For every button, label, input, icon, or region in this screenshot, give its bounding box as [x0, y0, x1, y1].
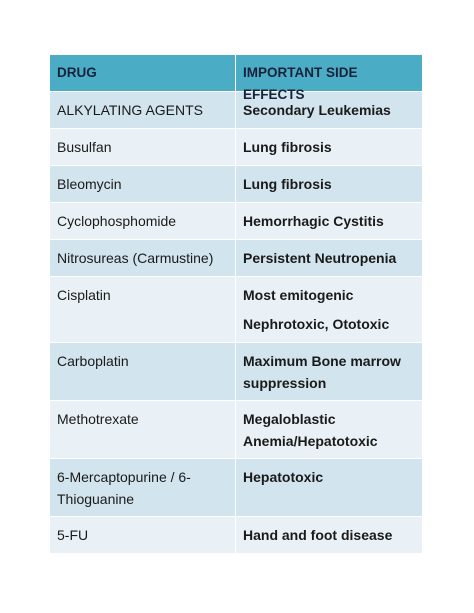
table-row: [50, 166, 422, 203]
side-effect-line: Anemia/Hepatotoxic: [243, 433, 378, 449]
side-effect-cell: [236, 401, 422, 458]
header-side-effects: IMPORTANT SIDE EFFECTS: [243, 65, 358, 102]
drug-cell: Methotrexate: [50, 401, 236, 458]
side-effect-line: Megaloblastic: [243, 411, 336, 427]
drug-line: 6-Mercaptopurine / 6-: [57, 469, 191, 485]
table-row: [50, 401, 422, 459]
side-effects-table: [50, 55, 422, 554]
table-row: [50, 240, 422, 277]
side-effect-line: Nephrotoxic, Ototoxic: [243, 316, 390, 332]
drug-cell: 5-FU: [50, 517, 236, 553]
side-effect-cell: Secondary Leukemias: [243, 102, 391, 118]
side-effect-cell: Hemorrhagic Cystitis: [243, 213, 384, 229]
drug-cell: Cisplatin: [50, 277, 236, 342]
table-row: [50, 343, 422, 401]
side-effect-cell: Lung fibrosis: [243, 176, 332, 192]
side-effect-line: Most emitogenic: [243, 287, 354, 303]
drug-cell: Carboplatin: [50, 343, 236, 400]
table-header-row: [50, 55, 422, 102]
drug-cell: Nitrosureas (Carmustine): [50, 240, 236, 276]
side-effect-cell: [236, 277, 422, 342]
drug-cell: Busulfan: [50, 129, 236, 165]
side-effect-line: suppression: [243, 375, 327, 391]
side-effect-line: Maximum Bone marrow: [243, 353, 401, 369]
side-effect-cell: Hand and foot disease: [243, 527, 393, 543]
drug-cell: Cyclophosphomide: [50, 203, 236, 239]
table-row: [50, 517, 422, 554]
side-effect-cell: Persistent Neutropenia: [243, 250, 397, 266]
drug-line: Thioguanine: [57, 491, 135, 507]
header-drug: DRUG: [50, 55, 236, 91]
line-gap: [243, 306, 416, 313]
table-row: [50, 277, 422, 343]
side-effect-cell: Lung fibrosis: [243, 139, 332, 155]
table-row: [50, 92, 422, 129]
drug-cell: ALKYLATING AGENTS: [50, 92, 236, 128]
side-effect-cell: Hepatotoxic: [243, 469, 324, 485]
drug-cell: Bleomycin: [50, 166, 236, 202]
table-row: [50, 459, 422, 517]
table-row: [50, 203, 422, 240]
side-effect-cell: [236, 343, 422, 400]
drug-cell: [50, 459, 236, 516]
table-row: [50, 129, 422, 166]
